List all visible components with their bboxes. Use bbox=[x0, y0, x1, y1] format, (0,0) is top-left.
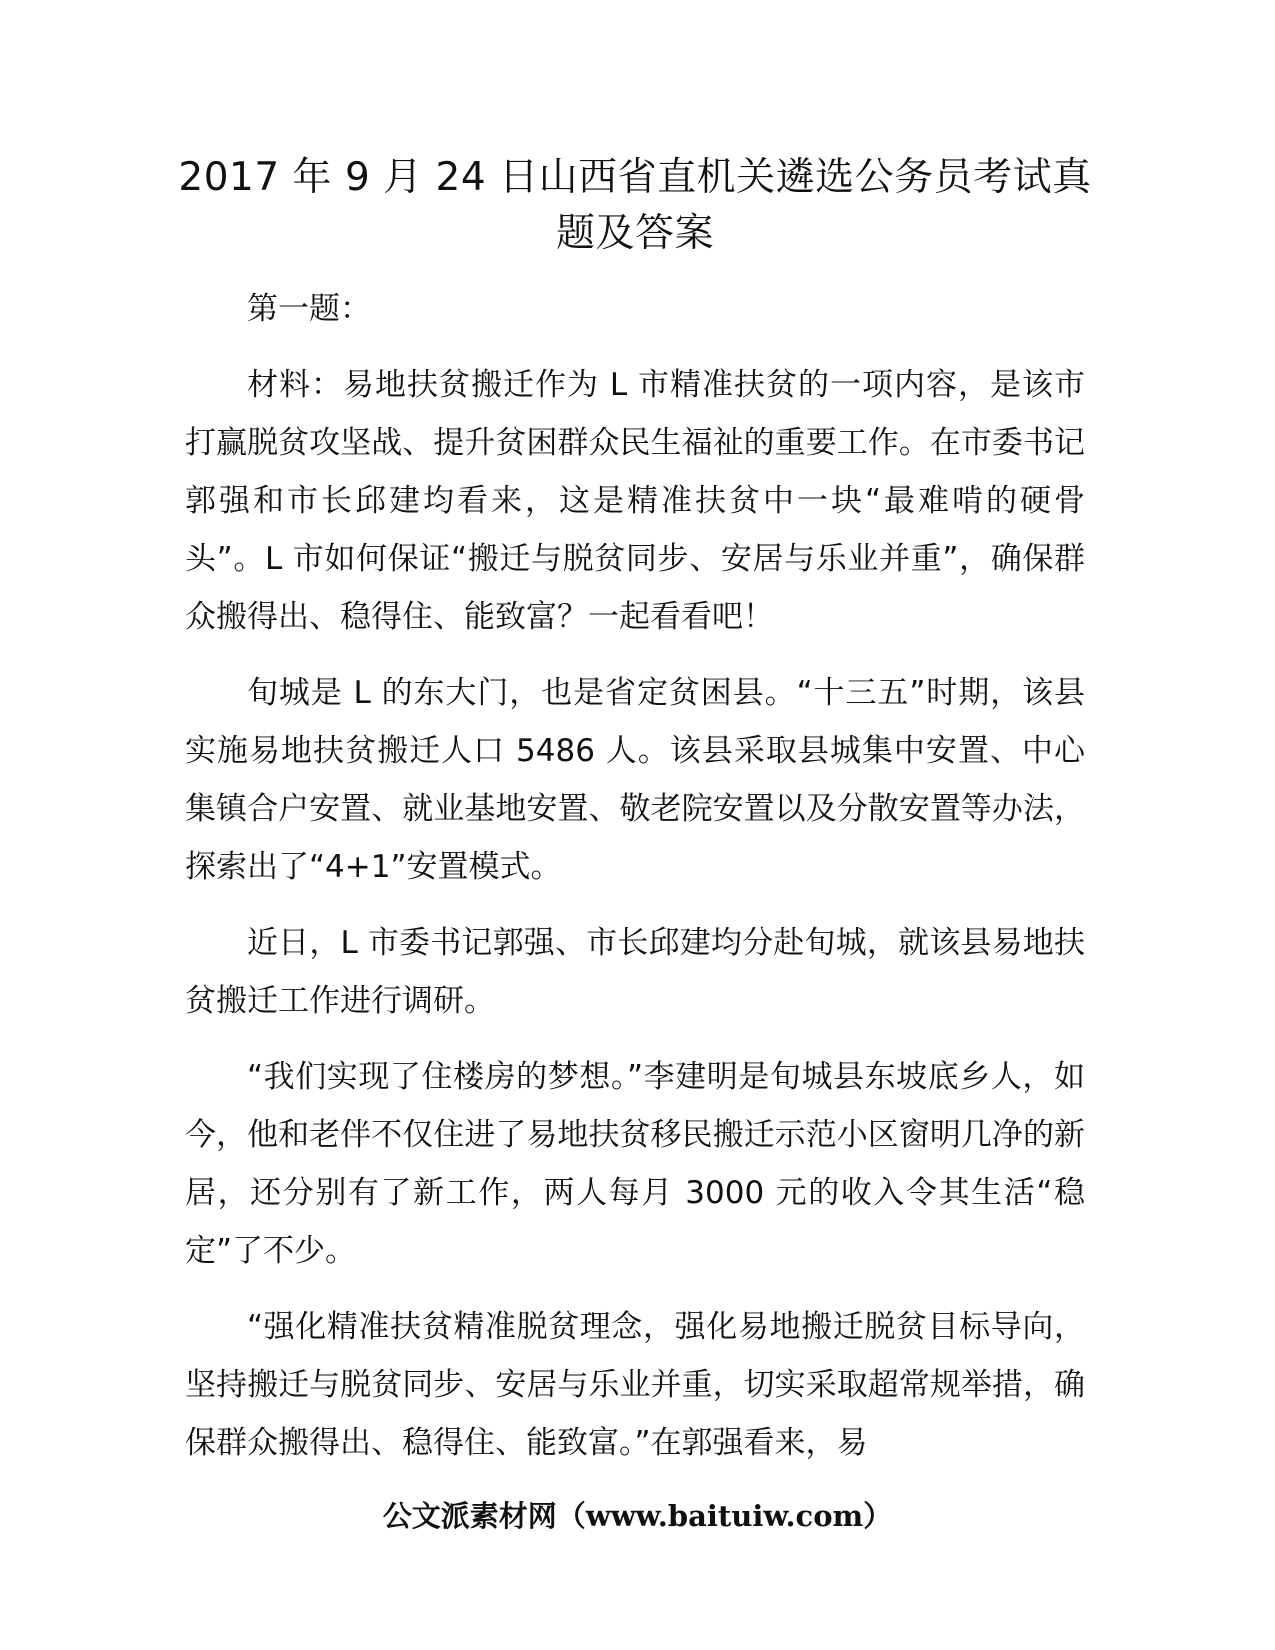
paragraph-xuncheng: 旬城是 L 的东大门，也是省定贫困县。“十三五”时期，该县实施易地扶贫搬迁人口 5486 人。该县采取县城集中安置、中心集镇合户安置、就业基地安置、敬老院安置以及分散安置等办法，探索出了“4+1”安置模式。 bbox=[185, 675, 1085, 885]
document-title: 2017 年 9 月 24 日山西省直机关遴选公务员考试真题及答案 bbox=[178, 155, 1092, 256]
paragraph-research-visit: 近日，L 市委书记郭强、市长邱建均分赴旬城，就该县易地扶贫搬迁工作进行调研。 bbox=[185, 925, 1085, 1019]
paragraph-secretary-quote: “强化精准扶贫精准脱贫理念，强化易地搬迁脱贫目标导向，坚持搬迁与脱贫同步、安居与乐业并重，切实采取超常规举措，确保群众搬得出、稳得住、能致富。”在郭强看来，易 bbox=[185, 1309, 1085, 1461]
paragraph-material-intro: 材料：易地扶贫搬迁作为 L 市精准扶贫的一项内容，是该市打赢脱贫攻坚战、提升贫困群众民生福祉的重要工作。在市委书记郭强和市长邱建均看来，这是精准扶贫中一块“最难啃的硬骨头”。L 市如何保证“搬迁与脱贫同步、安居与乐业并重”，确保群众搬得出、稳得住、能致富？一起看看吧！ bbox=[185, 367, 1085, 635]
question-heading: 第一题： bbox=[247, 291, 371, 327]
footer-source: 公文派素材网（www.baituiw.com） bbox=[382, 1499, 893, 1533]
paragraph-resident-quote: “我们实现了住楼房的梦想。”李建明是旬城县东坡底乡人，如今，他和老伴不仅住进了易地扶贫移民搬迁示范小区窗明几净的新居，还分别有了新工作，两人每月 3000 元的收入令其生活“稳定”了不少。 bbox=[185, 1059, 1085, 1269]
document-body bbox=[185, 280, 1085, 1490]
